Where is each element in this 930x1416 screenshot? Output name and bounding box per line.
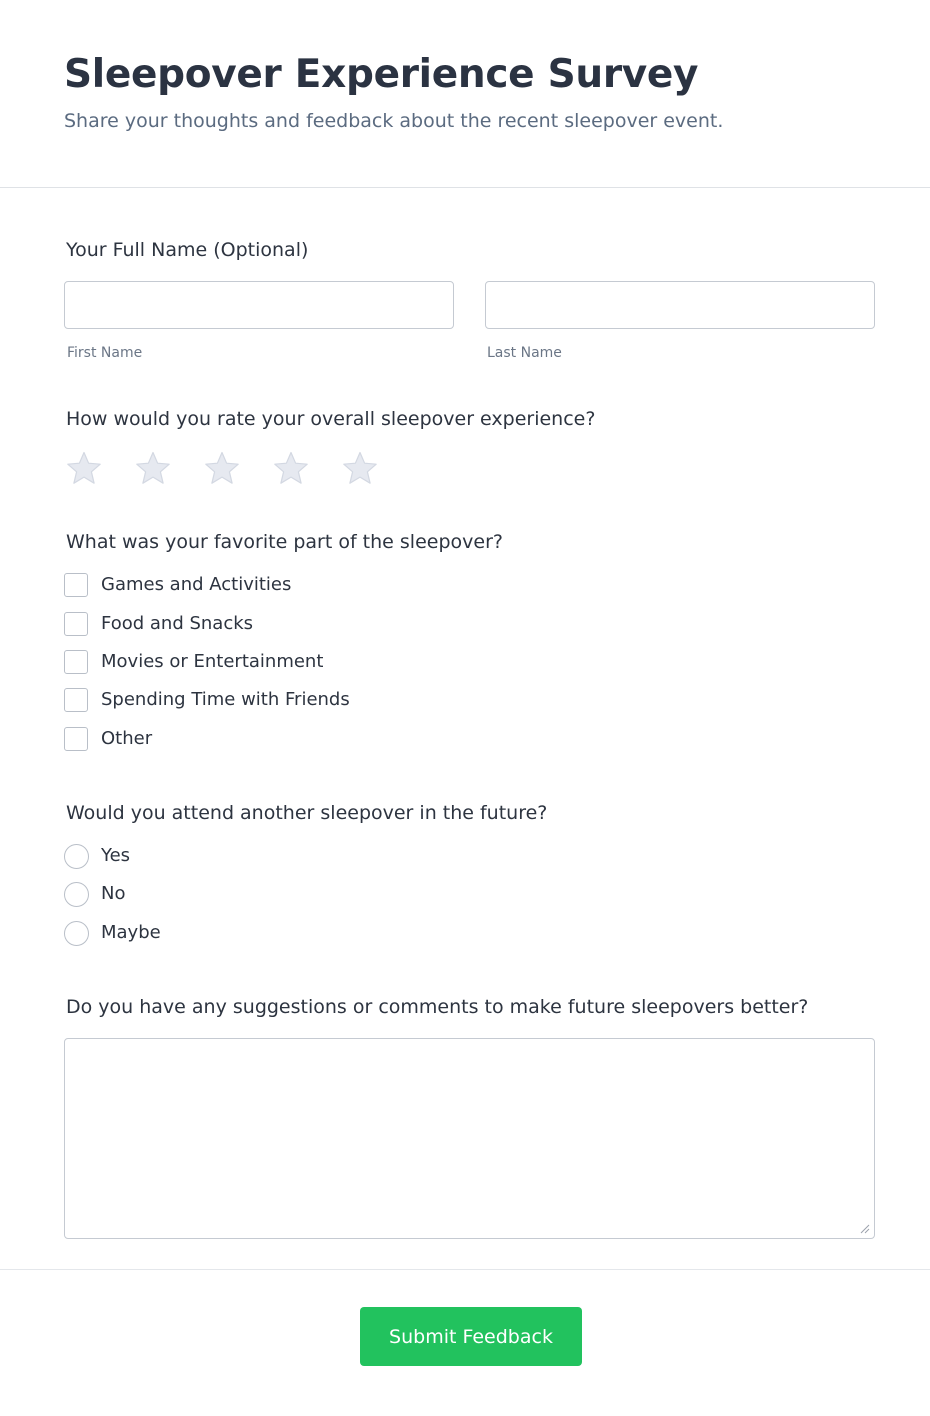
footer-divider (0, 1269, 930, 1270)
favorite-option-label: Other (101, 728, 153, 749)
star-icon[interactable] (271, 449, 311, 489)
radio-button[interactable] (64, 882, 89, 907)
star-icon[interactable] (133, 449, 173, 489)
star-icon[interactable] (64, 449, 104, 489)
name-question-label: Your Full Name (Optional) (66, 239, 309, 261)
favorite-option-label: Games and Activities (101, 574, 292, 595)
checkbox[interactable] (64, 688, 88, 712)
checkbox[interactable] (64, 727, 88, 751)
radio-button[interactable] (64, 921, 89, 946)
rating-question-label: How would you rate your overall sleepover experience? (66, 408, 596, 430)
star-icon[interactable] (340, 449, 380, 489)
first-name-sublabel: First Name (67, 345, 143, 361)
last-name-sublabel: Last Name (487, 345, 562, 361)
first-name-input[interactable] (64, 281, 454, 329)
attend-question-label: Would you attend another sleepover in the future? (66, 802, 548, 824)
favorite-option-label: Movies or Entertainment (101, 651, 324, 672)
page-subtitle: Share your thoughts and feedback about the recent sleepover event. (64, 110, 724, 132)
radio-button[interactable] (64, 844, 89, 869)
checkbox[interactable] (64, 612, 88, 636)
form-header (0, 0, 930, 188)
comments-textarea[interactable] (64, 1038, 875, 1239)
checkbox[interactable] (64, 573, 88, 597)
submit-feedback-button[interactable]: Submit Feedback (360, 1307, 582, 1366)
attend-option-label: No (101, 883, 126, 904)
attend-option-label: Maybe (101, 922, 161, 943)
comments-question-label: Do you have any suggestions or comments to make future sleepovers better? (66, 996, 809, 1018)
last-name-input[interactable] (485, 281, 875, 329)
page-title: Sleepover Experience Survey (64, 52, 699, 97)
favorite-option-label: Food and Snacks (101, 613, 254, 634)
resize-grip-icon[interactable] (858, 1222, 870, 1234)
attend-option-label: Yes (101, 845, 131, 866)
checkbox[interactable] (64, 650, 88, 674)
star-icon[interactable] (202, 449, 242, 489)
favorite-option-label: Spending Time with Friends (101, 689, 350, 710)
favorite-question-label: What was your favorite part of the sleepover? (66, 531, 503, 553)
